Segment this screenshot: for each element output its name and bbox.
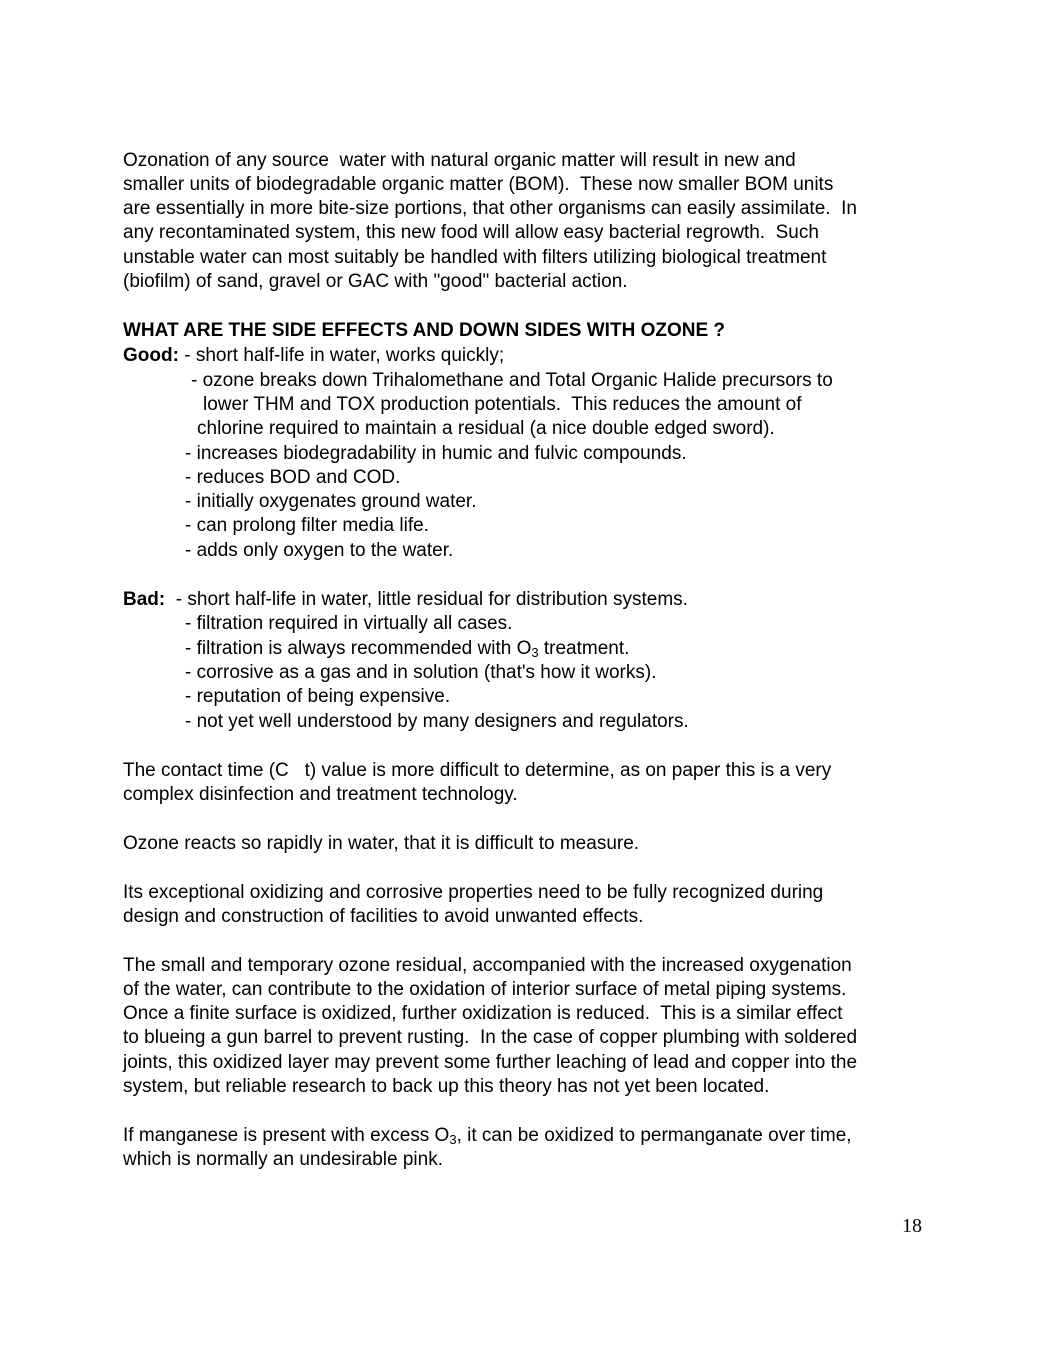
bad-list-item: - filtration required in virtually all cases.: [185, 613, 513, 634]
good-label: Good:: [123, 345, 179, 366]
paragraph-line: of the water, can contribute to the oxidation of interior surface of metal piping systems.: [123, 979, 847, 1000]
bad-list-item: [185, 637, 629, 661]
paragraph-line: any recontaminated system, this new food will allow easy bacterial regrowth. Such: [123, 222, 819, 243]
good-ozone-item-line: chlorine required to maintain a residual (a nice double edged sword).: [197, 418, 775, 439]
paragraph-line: system, but reliable research to back up this theory has not yet been located.: [123, 1076, 770, 1097]
good-ozone-item-line: lower THM and TOX production potentials. This reduces the amount of: [203, 394, 802, 415]
bad-item-text: - filtration is always recommended with O: [185, 638, 532, 659]
good-list-item: - adds only oxygen to the water.: [185, 540, 454, 561]
subscript: 3: [531, 645, 539, 660]
paragraph-line: (biofilm) of sand, gravel or GAC with "good" bacterial action.: [123, 271, 628, 292]
good-list-item: - increases biodegradability in humic and fulvic compounds.: [185, 443, 687, 464]
bad-first-line: [123, 588, 688, 612]
page-number: 18: [902, 1215, 922, 1237]
section-heading: WHAT ARE THE SIDE EFFECTS AND DOWN SIDES WITH OZONE ?: [123, 320, 726, 341]
paragraph-line: which is normally an undesirable pink.: [123, 1149, 443, 1170]
paragraph-line: unstable water can most suitably be handled with filters utilizing biological treatment: [123, 247, 827, 268]
paragraph-line: complex disinfection and treatment technology.: [123, 784, 518, 805]
paragraph-line: [123, 1124, 852, 1148]
bad-first-item: - short half-life in water, little residual for distribution systems.: [165, 589, 688, 610]
paragraph-line: Once a finite surface is oxidized, further oxidization is reduced. This is a similar effect: [123, 1003, 843, 1024]
paragraph-line: Ozonation of any source water with natural organic matter will result in new and: [123, 150, 796, 171]
bad-label: Bad:: [123, 589, 166, 610]
good-list-item: - reduces BOD and COD.: [185, 467, 401, 488]
good-first-line: [123, 344, 504, 368]
paragraph-text: , it can be oxidized to permanganate over time,: [456, 1125, 852, 1146]
paragraph-line: to blueing a gun barrel to prevent rusting. In the case of copper plumbing with soldered: [123, 1027, 858, 1048]
paragraph-line: joints, this oxidized layer may prevent some further leaching of lead and copper into the: [123, 1052, 858, 1073]
paragraph-line: are essentially in more bite-size portions, that other organisms can easily assimilate. In: [123, 198, 857, 219]
paragraph-text: If manganese is present with excess O: [123, 1125, 450, 1146]
good-ozone-item-line: - ozone breaks down Trihalomethane and Total Organic Halide precursors to: [191, 370, 833, 391]
good-list-item: - initially oxygenates ground water.: [185, 491, 477, 512]
bad-list-item: - corrosive as a gas and in solution (that's how it works).: [185, 662, 657, 683]
paragraph-line: smaller units of biodegradable organic matter (BOM). These now smaller BOM units: [123, 174, 834, 195]
bad-list-item: - reputation of being expensive.: [185, 686, 451, 707]
paragraph-line: The small and temporary ozone residual, accompanied with the increased oxygenation: [123, 955, 852, 976]
good-first-item: - short half-life in water, works quickly;: [178, 345, 505, 366]
bad-item-text: treatment.: [538, 638, 630, 659]
bad-list-item: - not yet well understood by many designers and regulators.: [185, 711, 689, 732]
paragraph-line: Its exceptional oxidizing and corrosive properties need to be fully recognized during: [123, 882, 824, 903]
paragraph-line: The contact time (C t) value is more difficult to determine, as on paper this is a very: [123, 760, 832, 781]
good-list-item: - can prolong filter media life.: [185, 515, 429, 536]
subscript: 3: [449, 1132, 457, 1147]
paragraph-line: Ozone reacts so rapidly in water, that it is difficult to measure.: [123, 833, 640, 854]
paragraph-line: design and construction of facilities to avoid unwanted effects.: [123, 906, 644, 927]
